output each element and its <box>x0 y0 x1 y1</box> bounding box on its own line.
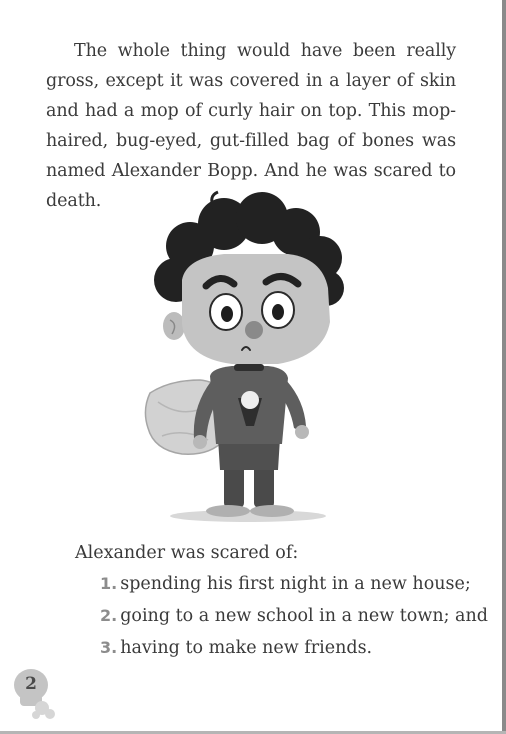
list-item-text: spending his first night in a new house; <box>120 574 471 594</box>
list-number: 3. <box>100 638 118 657</box>
boy-illustration <box>128 188 368 528</box>
list-item <box>100 568 488 600</box>
page-number: 2 <box>25 674 37 694</box>
fear-list <box>100 568 488 664</box>
page-number-badge <box>12 668 58 720</box>
list-item-text: going to a new school in a new town; and <box>120 606 488 626</box>
list-item-text: having to make new friends. <box>120 638 373 658</box>
list-intro: Alexander was scared of: <box>75 543 299 563</box>
list-number: 1. <box>100 574 118 593</box>
page-edge-right <box>502 0 506 734</box>
list-item <box>100 600 488 632</box>
story-paragraph: The whole thing would have been really gross, except it was covered in a layer of skin and had a mop of curly hair on top. This mop-haired, bug-eyed, gut-filled bag of bones was named Alexander Bopp. And he was scared to death. <box>46 41 456 211</box>
list-item <box>100 632 488 664</box>
list-number: 2. <box>100 606 118 625</box>
